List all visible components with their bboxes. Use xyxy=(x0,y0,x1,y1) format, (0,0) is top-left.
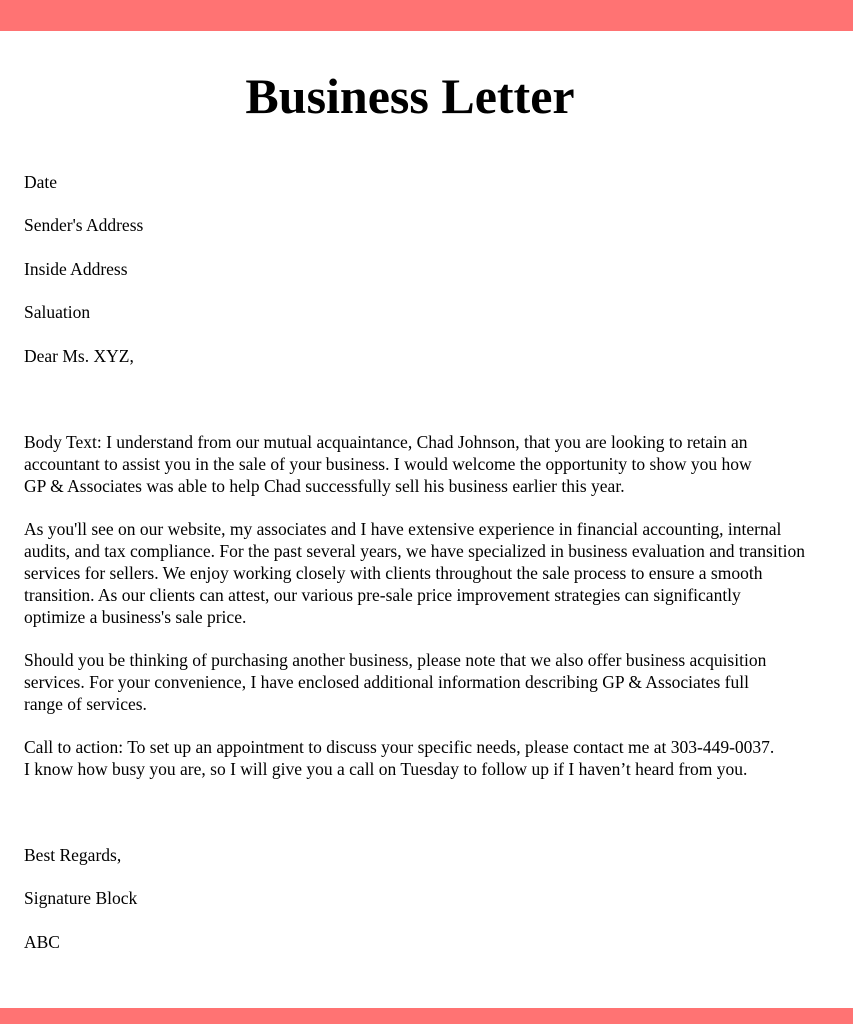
body-line: Call to action: To set up an appointment to discuss your specific needs, please contact me at 303-449-0037. xyxy=(24,737,775,757)
body-line: Body Text: I understand from our mutual acquaintance, Chad Johnson, that you are looking to retain an xyxy=(24,432,748,452)
body-paragraph-experience xyxy=(24,518,805,628)
inside-address-field: Inside Address xyxy=(24,259,128,279)
top-accent-band xyxy=(0,0,853,31)
body-line: audits, and tax compliance. For the past several years, we have specialized in business evaluation and transition xyxy=(24,541,805,561)
signature-block: Signature Block xyxy=(24,888,138,908)
body-line: As you'll see on our website, my associates and I have extensive experience in financial accounting, internal xyxy=(24,519,782,539)
salutation-line: Dear Ms. XYZ, xyxy=(24,346,134,366)
body-paragraph-services xyxy=(24,649,766,715)
letter-title: Business Letter xyxy=(245,68,575,124)
body-paragraph-call-to-action xyxy=(24,736,774,780)
body-line: optimize a business's sale price. xyxy=(24,607,247,627)
body-line: range of services. xyxy=(24,694,147,714)
salutation-label: Saluation xyxy=(24,302,91,322)
body-line: accountant to assist you in the sale of your business. I would welcome the opportunity to show you how xyxy=(24,454,752,474)
date-field: Date xyxy=(24,172,58,192)
body-line: services. For your convenience, I have enclosed additional information describing GP & Associates full xyxy=(24,672,749,692)
sender-name: ABC xyxy=(24,932,60,952)
body-paragraph-intro xyxy=(24,431,752,497)
senders-address-field: Sender's Address xyxy=(24,215,144,235)
body-line: GP & Associates was able to help Chad successfully sell his business earlier this year. xyxy=(24,476,625,496)
bottom-accent-band xyxy=(0,1008,853,1024)
body-line: transition. As our clients can attest, our various pre-sale price improvement strategies can significantly xyxy=(24,585,741,605)
body-line: Should you be thinking of purchasing another business, please note that we also offer business acquisition xyxy=(24,650,767,670)
body-line: services for sellers. We enjoy working closely with clients throughout the sale process to ensure a smooth xyxy=(24,563,763,583)
body-line: I know how busy you are, so I will give you a call on Tuesday to follow up if I haven’t heard from you. xyxy=(24,759,748,779)
closing-regards: Best Regards, xyxy=(24,845,122,865)
